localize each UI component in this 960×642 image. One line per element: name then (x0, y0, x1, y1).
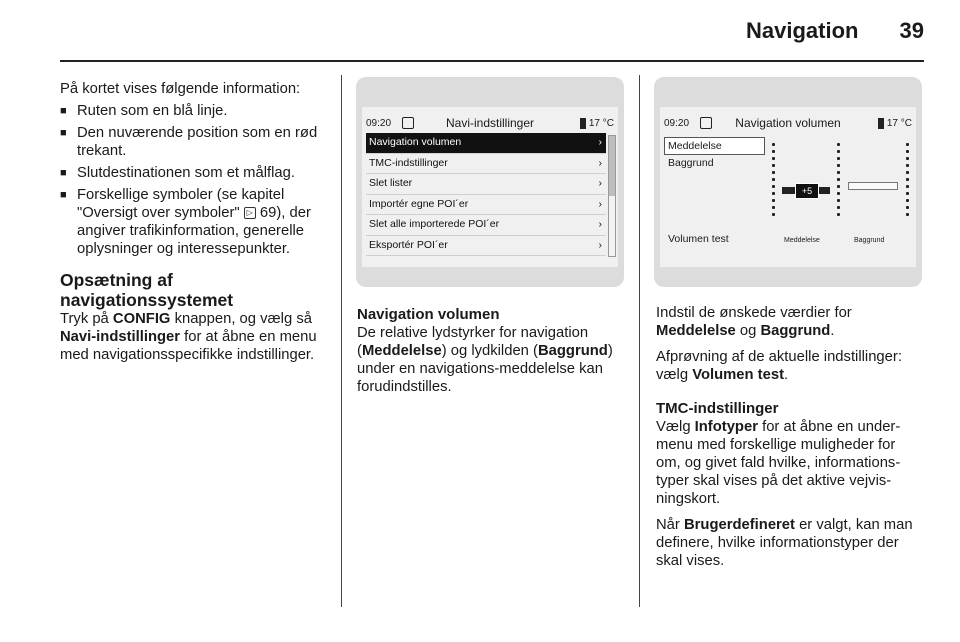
list-item: ■ Ruten som en blå linje. (60, 102, 330, 120)
page-ref-icon: ▷ (244, 207, 256, 219)
menu-label: TMC-indstillinger (369, 156, 448, 169)
text: knappen, og vælg så (170, 311, 312, 327)
thermometer-icon (580, 118, 586, 129)
list-item: ■ Den nuværende position som en rød trekant. (60, 124, 330, 160)
text: . (830, 323, 835, 339)
screen-status-bar (660, 112, 916, 132)
page-number: 39 (899, 18, 924, 43)
menu-item (668, 233, 729, 245)
text: Tryk på (60, 311, 113, 327)
text: Indstil de ønskede værdier for (656, 305, 852, 321)
text: er valgt, kan man definere, hvilke informationstyper der skal vises. (656, 517, 913, 569)
bold-text: Navi-indstillinger (60, 329, 181, 345)
menu-label: Importér egne POI´er (369, 197, 469, 210)
screen-status-bar (362, 112, 618, 132)
bullet4-ref: 69), (259, 205, 286, 221)
screen-image-navigation-volume (654, 77, 922, 287)
page-header-title: Navigation (746, 18, 859, 43)
menu-item (366, 236, 606, 257)
paragraph (357, 324, 629, 396)
paragraph (656, 516, 924, 570)
bold-text: Volumen test (692, 367, 784, 383)
scroll-thumb (609, 136, 615, 196)
screen-time: 09:20 (366, 118, 392, 129)
bold-text: CONFIG (112, 311, 171, 327)
chevron-right-icon: › (598, 177, 602, 189)
menu-label: Baggrund (668, 157, 714, 169)
bold-text: Baggrund (760, 323, 831, 339)
menu-item (366, 133, 606, 154)
menu-item (668, 157, 714, 169)
text: Afprøvning af de aktuelle indstillinger: vælg (656, 349, 902, 383)
bold-text: Baggrund (537, 343, 608, 359)
settings-menu (366, 133, 606, 256)
menu-item (366, 154, 606, 175)
baggrund-level-bar (848, 182, 898, 190)
text: ) under en navigations-meddelelse kan forudindstilles. (357, 343, 613, 395)
scale-dots (837, 143, 840, 220)
text: for at åbne en menu med navigationsspecifikke indstillinger. (60, 329, 317, 363)
menu-label: Navigation volumen (369, 136, 462, 148)
chevron-right-icon: › (598, 197, 602, 210)
text: for at åbne en under-menu med forskellige muligheder for om, og givet fald hvilke, informations-typer skal vises på det aktive vejvis-ningskort. (656, 419, 901, 507)
bold-text: Meddelelse (361, 343, 442, 359)
section-heading: Navigation volumen (357, 306, 500, 323)
column-divider-2 (639, 75, 640, 607)
screen-temp (878, 118, 912, 129)
chevron-right-icon: › (598, 238, 602, 251)
thermometer-icon (878, 118, 884, 129)
list-item (60, 186, 330, 258)
text: ) og lydkilden ( (441, 343, 538, 359)
list-item: ■ Slutdestinationen som et målflag. (60, 164, 330, 182)
paragraph (656, 304, 924, 340)
slider-label-a: Meddelelse (784, 237, 820, 244)
text: . (784, 367, 789, 383)
screen-title: Navi-indstillinger (445, 116, 535, 130)
screen-image-navi-settings (356, 77, 624, 287)
section-heading: Opsætning af navigationssystemet (60, 270, 234, 310)
scale-dots (906, 143, 909, 220)
slider-label-b: Baggrund (854, 237, 885, 244)
text: De relative lydstyrker for navigation ( (357, 325, 589, 359)
temp-value: 17 °C (588, 118, 614, 130)
chevron-right-icon: › (598, 136, 602, 148)
menu-label: Slet alle importerede POI´er (369, 218, 500, 230)
right-column (656, 304, 924, 570)
menu-item (366, 195, 606, 216)
paragraph (656, 348, 924, 384)
menu-item-selected (664, 137, 765, 155)
volume-value-badge: +5 (795, 183, 819, 199)
chevron-right-icon: › (598, 156, 602, 169)
screen-temp (580, 118, 614, 129)
menu-label: Meddelelse (668, 140, 722, 152)
text: Vælg (656, 419, 695, 435)
paragraph (60, 310, 330, 364)
temp-value: 17 °C (886, 118, 912, 130)
text: og (735, 323, 761, 339)
bold-text: Meddelelse (656, 323, 736, 339)
bold-text: Infotyper (694, 419, 758, 435)
scrollbar (608, 135, 616, 257)
chevron-right-icon: › (598, 218, 602, 230)
bullet4-text-b: der angiver trafikinformation, generelle oplysninger og interessepunkter. (77, 205, 311, 257)
menu-item (366, 215, 606, 236)
bullet4-text-a: Forskellige symboler (se kapitel "Oversigt over symboler" (77, 187, 285, 221)
left-column (60, 80, 330, 364)
header-rule (60, 60, 924, 62)
section-heading: TMC-indstillinger (656, 400, 779, 417)
scale-dots (772, 143, 775, 220)
screen-title: Navigation volumen (735, 116, 841, 130)
intro-text: På kortet vises følgende information: (60, 81, 301, 97)
screen-time: 09:20 (664, 118, 690, 129)
menu-item (366, 174, 606, 195)
bold-text: Brugerdefineret (683, 517, 795, 533)
menu-label: Eksportér POI´er (369, 238, 448, 251)
column-divider-1 (341, 75, 342, 607)
middle-column (357, 306, 629, 396)
paragraph (656, 418, 924, 508)
text: Når (656, 517, 684, 533)
menu-label: Volumen test (668, 233, 729, 245)
menu-label: Slet lister (369, 177, 413, 189)
